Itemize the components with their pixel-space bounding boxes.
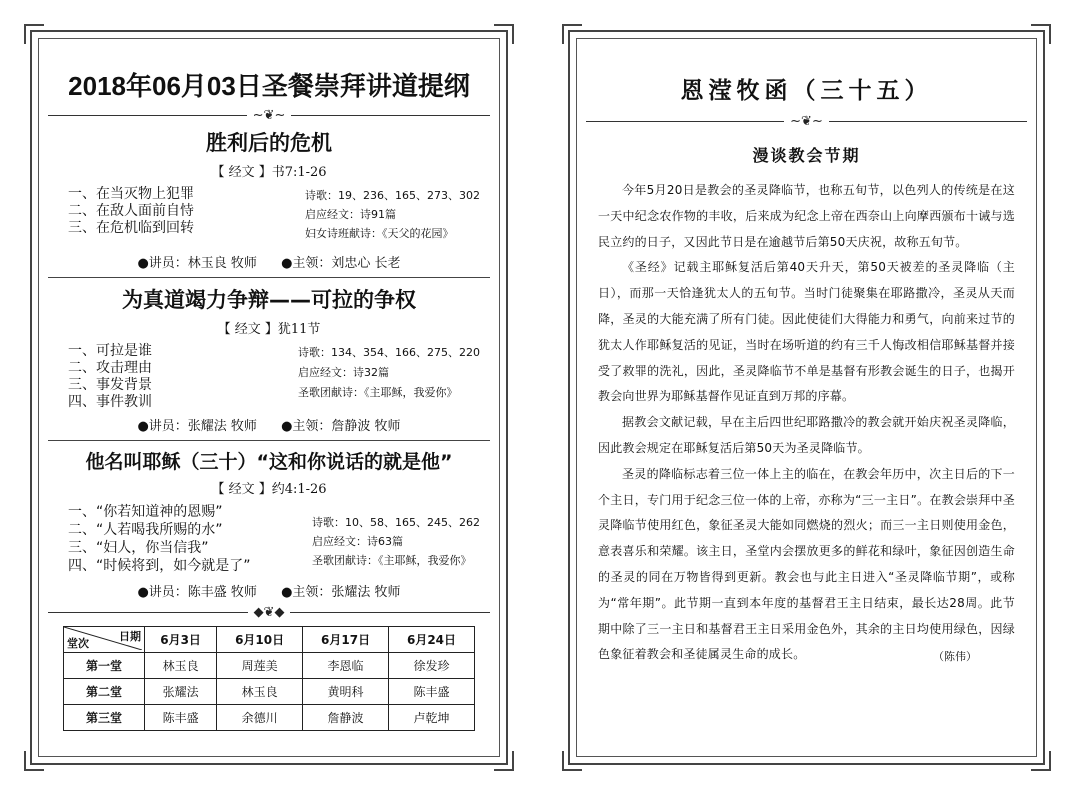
choir-anthem: 圣歌团献诗：《主耶稣，我爱你》 [298, 386, 458, 399]
sermon-section [48, 447, 490, 600]
scripture-reference: 【 经文 】犹11节 [217, 322, 321, 337]
section-divider [48, 277, 490, 278]
sermon-point: 一、可拉是谁 [68, 343, 152, 359]
choir-anthem: 圣歌团献诗：《主耶稣，我爱你》 [312, 554, 472, 567]
table-row [64, 679, 475, 705]
responsive-reading: 启应经文：诗63篇 [312, 535, 404, 548]
pastoral-letter-panel [568, 30, 1045, 765]
article-body [586, 178, 1027, 668]
hymn-list [298, 343, 480, 403]
preacher: ●讲员：林玉良 牧师 [137, 256, 257, 271]
sermon-point: 一、“你若知道神的恩赐” [68, 504, 223, 520]
article-author: （陈伟） [933, 650, 977, 664]
speakers-line [48, 252, 490, 271]
worship-leader: ●主领：张耀法 牧师 [281, 585, 401, 600]
sermon-point: 四、“时候将到，如今就是了” [68, 558, 251, 574]
worship-leader: ●主领：刘忠心 长老 [281, 256, 401, 271]
scripture-reference: 【 经文 】约4:1-26 [211, 482, 327, 497]
hymn-numbers: 诗歌：10、58、165、245、262 [312, 516, 480, 529]
article-paragraph: 圣灵的降临标志着三位一体上主的临在，在教会年历中，次主日后的下一个主日，专门用于纪念三位一体的上帝，亦称为“三一主日”。在教会崇拜中圣灵降临节使用红色，象征圣灵大能如同燃烧的烈火；而三一主日则使用金色，意表喜乐和荣耀。该主日，圣堂内会摆放更多的鲜花和绿叶，象征因创造生命的圣灵的同在万物皆得到更新。教会也与此主日进入“圣灵降临节期”，或称为“常年期”。此节期一直到本年度的基督君王主日结束，最长达28周。此节期中除了三一主日和基督君王主日采用金色外，其余的主日均使用绿色，因绿色象征着教会和圣徒属灵生命的成长。 [598, 466, 1015, 662]
sermon-section [48, 127, 490, 271]
hymn-numbers: 诗歌：134、354、166、275、220 [298, 346, 480, 359]
sermon-title: 为真道竭力争辩——可拉的争权 [122, 288, 416, 312]
sermon-section [48, 284, 490, 434]
table-cell: 张耀法 [145, 679, 217, 705]
table-cell: 林玉良 [217, 679, 303, 705]
table-row [64, 653, 475, 679]
date-axis-label: 日期 [119, 630, 141, 643]
section-ornament: ◆❦◆ [48, 604, 490, 620]
service-label: 第三堂 [64, 705, 145, 731]
preaching-schedule-table [63, 626, 475, 731]
corner-ornament [562, 751, 582, 771]
table-row [64, 705, 475, 731]
table-cell: 李恩临 [303, 653, 389, 679]
table-header-row [64, 627, 475, 653]
sermon-point: 四、事件教训 [68, 394, 152, 410]
sermon-points [68, 503, 251, 575]
table-cell: 黄明科 [303, 679, 389, 705]
sermon-points [68, 343, 152, 411]
page-title: 2018年06月03日圣餐崇拜讲道提纲 [68, 71, 470, 101]
preacher: ●讲员：张耀法 牧师 [137, 419, 257, 434]
table-cell: 徐发珍 [389, 653, 475, 679]
preacher: ●讲员：陈丰盛 牧师 [137, 585, 257, 600]
choir-anthem: 妇女诗班献诗：《天父的花园》 [305, 227, 454, 240]
title-ornament: ~❦~ [586, 113, 1027, 129]
sermon-title: 胜利后的危机 [206, 131, 332, 155]
table-cell: 陈丰盛 [145, 705, 217, 731]
sermon-points [68, 186, 194, 237]
speakers-line [48, 581, 490, 600]
date-header: 6月17日 [303, 627, 389, 653]
sermon-point: 二、攻击理由 [68, 360, 152, 376]
scripture-reference: 【 经文 】书7:1-26 [211, 165, 327, 180]
worship-leader: ●主领：詹静波 牧师 [281, 419, 401, 434]
table-cell: 周莲美 [217, 653, 303, 679]
table-cell: 林玉良 [145, 653, 217, 679]
table-cell: 陈丰盛 [389, 679, 475, 705]
table-cell: 余德川 [217, 705, 303, 731]
corner-ornament [494, 751, 514, 771]
sermon-point: 三、事发背景 [68, 377, 152, 393]
service-label: 第二堂 [64, 679, 145, 705]
sermon-point: 二、“人若喝我所赐的水” [68, 522, 223, 538]
title-ornament: ~❦~ [48, 107, 490, 123]
service-label: 第一堂 [64, 653, 145, 679]
corner-ornament [1031, 751, 1051, 771]
table-cell: 卢乾坤 [389, 705, 475, 731]
article-paragraph: 《圣经》记载主耶稣复活后第40天升天，第50天被差的圣灵降临（主日），而那一天恰逢犹太人的五旬节。当时门徒聚集在耶路撒冷，圣灵从天而降，圣灵的大能充满了所有门徒。因此使徒们大得能力和勇气，向前来过节的犹太人作耶稣复活的见证，当时在场听道的约有三千人悔改相信耶稣基督并接受了救罪的洗礼，因此，圣灵降临节不单是基督有形教会诞生的日子，也揭开教会向世界为耶稣基督作见证直到万邦的序幕。 [598, 260, 1015, 404]
hymn-numbers: 诗歌：19、236、165、273、302 [305, 189, 480, 202]
article-paragraph: 今年5月20日是教会的圣灵降临节，也称五旬节，以色列人的传统是在这一天中纪念农作物的丰收，后来成为纪念上帝在西奈山上向摩西颁布十诫与选民立约的日子，又因此节日是在逾越节后第50天庆祝，故称五旬节。 [598, 183, 1015, 249]
hymn-list [305, 186, 480, 243]
article-title: 漫谈教会节期 [752, 146, 861, 165]
section-divider [48, 440, 490, 441]
corner-ornament [24, 24, 44, 44]
speakers-line [48, 415, 490, 434]
corner-ornament [562, 24, 582, 44]
date-header: 6月3日 [145, 627, 217, 653]
column-title: 恩滢牧函（三十五） [680, 77, 933, 104]
sermon-point: 三、在危机临到回转 [68, 220, 194, 236]
sermon-point: 三、“妇人，你当信我” [68, 540, 209, 556]
sermon-point: 一、在当灭物上犯罪 [68, 186, 194, 202]
service-axis-label: 堂次 [67, 637, 89, 650]
hymn-list [312, 513, 480, 570]
table-cell: 詹静波 [303, 705, 389, 731]
sermon-title: 他名叫耶稣（三十）“这和你说话的就是他” [85, 451, 453, 473]
sermon-point: 二、在敌人面前自恃 [68, 203, 194, 219]
date-header: 6月24日 [389, 627, 475, 653]
corner-ornament [494, 24, 514, 44]
sermon-outline-panel [30, 30, 508, 765]
table-corner-cell [64, 627, 145, 653]
date-header: 6月10日 [217, 627, 303, 653]
corner-ornament [24, 751, 44, 771]
responsive-reading: 启应经文：诗32篇 [298, 366, 390, 379]
responsive-reading: 启应经文：诗91篇 [305, 208, 397, 221]
article-paragraph: 据教会文献记载，早在主后四世纪耶路撒冷的教会就开始庆祝圣灵降临，因此教会规定在耶稣复活后第50天为圣灵降临节。 [598, 415, 1015, 455]
corner-ornament [1031, 24, 1051, 44]
